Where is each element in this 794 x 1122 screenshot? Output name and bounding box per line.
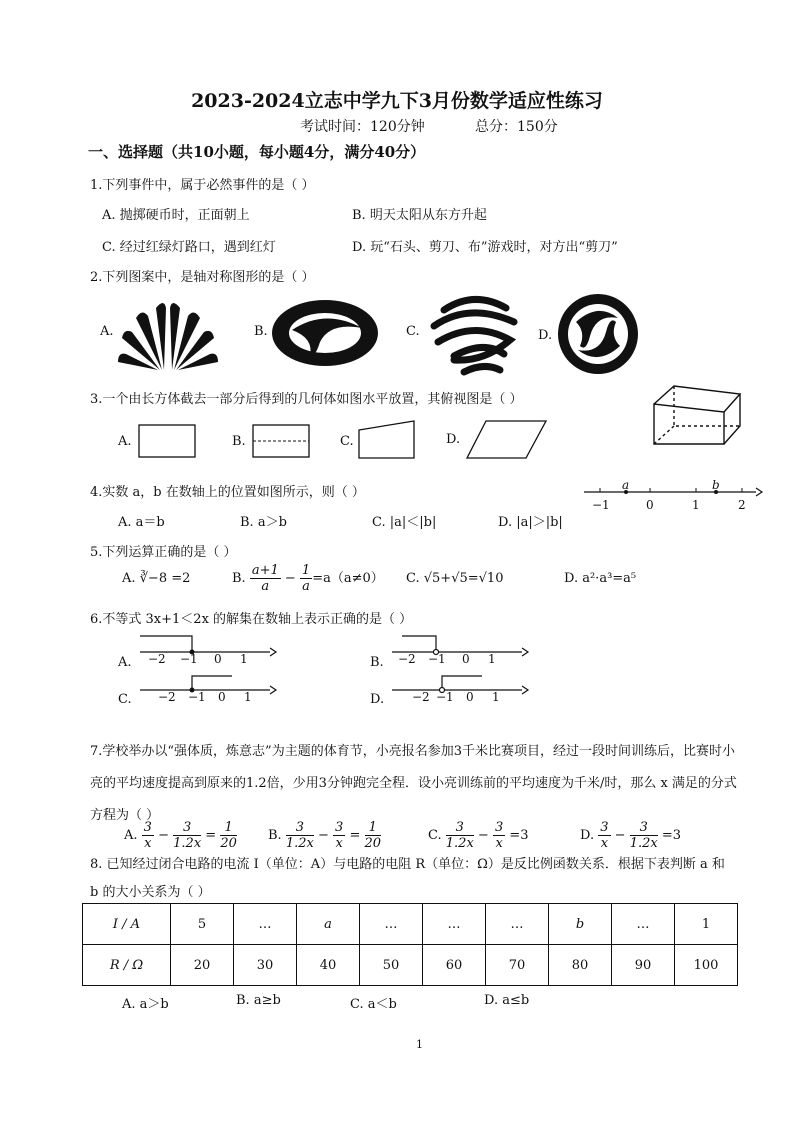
q7-d-n2: 3 xyxy=(630,820,658,836)
q4-tick-label-1: 1 xyxy=(692,498,700,512)
q7-c-n2: 3 xyxy=(494,820,504,835)
q6-option-a[interactable]: A. xyxy=(118,655,132,670)
q7-a-d3: 20 xyxy=(220,836,237,851)
q7-b-minus: − xyxy=(317,828,329,843)
q7-a-eq: = xyxy=(205,828,217,843)
q2-option-c[interactable]: C. xyxy=(406,324,420,339)
q3-option-c[interactable]: C. xyxy=(340,434,354,449)
q5-option-a[interactable]: A. ∛−8 =2 xyxy=(122,571,191,586)
q5-option-b-fraction2 xyxy=(300,563,312,594)
current-resistance-table xyxy=(82,903,738,986)
q8-option-c[interactable]: C. a＜b xyxy=(350,997,397,1012)
q2-option-b[interactable]: B. xyxy=(254,324,268,339)
china-mobile-logo-icon xyxy=(424,290,524,380)
q4-tick-label-0: 0 xyxy=(646,498,654,512)
q7-c-n1: 3 xyxy=(446,820,474,836)
q3-option-c-shape xyxy=(358,420,418,460)
q7-b-n2: 3 xyxy=(335,820,344,835)
q7-d-d2: 1.2x xyxy=(629,836,658,851)
q7-b-frac2 xyxy=(333,820,345,851)
q5-b-minus: − xyxy=(280,571,300,586)
q7-a-frac2 xyxy=(173,820,201,851)
q4-point-b-label: b xyxy=(712,478,720,492)
q7-line3: 方程为（ ） xyxy=(90,808,160,823)
q1-option-d[interactable]: D. 玩“石头、剪刀、布”游戏时，对方出“剪刀” xyxy=(352,240,618,255)
q3-option-b-shape xyxy=(252,424,312,460)
page-number: 1 xyxy=(416,1038,423,1051)
table-cell: … xyxy=(234,904,297,945)
q7-option-d[interactable] xyxy=(580,820,681,851)
q5-option-b-letter: B. xyxy=(232,571,246,586)
q7-a-n1: 3 xyxy=(143,820,152,835)
table-cell: … xyxy=(360,904,423,945)
table-cell: 100 xyxy=(675,945,738,986)
q6-b-tick-neg1: −1 xyxy=(428,652,446,666)
dongfeng-logo-icon xyxy=(556,292,640,376)
q6-c-tick-1: 1 xyxy=(244,690,252,704)
q3-option-a-shape xyxy=(138,424,198,460)
q5-b-suffix: =a（a≠0） xyxy=(312,571,384,586)
q5-b-denominator2: a xyxy=(302,579,310,594)
q7-b-eq: = xyxy=(349,828,361,843)
q6-option-c[interactable]: C. xyxy=(118,692,132,707)
q4-tick-label-2: 2 xyxy=(738,498,746,512)
q4-stem: 4.实数 a，b 在数轴上的位置如图所示，则（ ） xyxy=(90,485,365,500)
table-cell: 1 xyxy=(675,904,738,945)
q6-c-tick-neg2: −2 xyxy=(158,690,176,704)
table-cell: … xyxy=(612,904,675,945)
q7-d-frac1 xyxy=(598,820,610,851)
q6-b-tick-0: 0 xyxy=(462,652,470,666)
page-title: 2023-2024立志中学九下3月份数学适应性练习 xyxy=(191,90,603,112)
table-cell: 20 xyxy=(171,945,234,986)
q6-a-tick-0: 0 xyxy=(214,652,222,666)
q6-c-tick-0: 0 xyxy=(218,690,226,704)
table-cell: R / Ω xyxy=(83,945,171,986)
q7-a-letter: A. xyxy=(124,828,138,843)
table-cell: I / A xyxy=(83,904,171,945)
exam-time: 考试时间：120分钟 xyxy=(300,119,425,135)
q6-d-tick-0: 0 xyxy=(466,690,474,704)
q7-b-n1: 3 xyxy=(286,820,314,836)
q6-d-tick-1: 1 xyxy=(492,690,500,704)
q8-option-d[interactable]: D. a≤b xyxy=(484,993,530,1008)
q1-option-c[interactable]: C. 经过红绿灯路口，遇到红灯 xyxy=(102,240,276,255)
q5-stem: 5.下列运算正确的是（ ） xyxy=(90,545,237,560)
q7-c-d1: 1.2x xyxy=(445,836,474,851)
total-score: 总分：150分 xyxy=(475,119,558,135)
q7-c-frac1 xyxy=(446,820,474,851)
q7-a-frac3 xyxy=(220,820,237,851)
q7-option-c[interactable] xyxy=(428,820,529,851)
table-row xyxy=(83,945,738,986)
q6-option-d[interactable]: D. xyxy=(370,692,385,707)
q3-option-a[interactable]: A. xyxy=(118,434,132,449)
q5-option-c[interactable]: C. √5+√5=√10 xyxy=(406,571,504,586)
q5-b-denominator1: a xyxy=(261,579,270,594)
q3-option-b[interactable]: B. xyxy=(232,434,246,449)
q6-option-b[interactable]: B. xyxy=(370,655,384,670)
q5-b-numerator1: a+1 xyxy=(251,563,279,578)
q4-option-a[interactable]: A. a＝b xyxy=(118,515,165,530)
q7-c-letter: C. xyxy=(428,828,442,843)
q6-d-tick-neg1: −1 xyxy=(436,690,454,704)
q4-point-a-label: a xyxy=(622,478,630,492)
q6-b-tick-neg2: −2 xyxy=(398,652,416,666)
q7-a-n3: 1 xyxy=(220,820,237,836)
q7-c-minus: − xyxy=(477,828,489,843)
q7-a-frac1 xyxy=(142,820,154,851)
q3-option-d-shape xyxy=(466,420,550,460)
q7-line2: 亮的平均速度提高到原来的1.2倍，少用3分钟跑完全程．设小亮训练前的平均速度为千米/时，那么 x 满足的分式 xyxy=(90,776,737,791)
q7-c-frac2 xyxy=(493,820,505,851)
q6-a-tick-1: 1 xyxy=(240,652,248,666)
q7-d-eq3: =3 xyxy=(661,828,682,843)
q7-d-d1: x xyxy=(600,836,609,851)
q7-b-letter: B. xyxy=(268,828,282,843)
q8-option-a[interactable]: A. a＞b xyxy=(122,997,169,1012)
table-cell: b xyxy=(549,904,612,945)
q7-c-eq3: =3 xyxy=(509,828,529,843)
q4-tick-label-neg1: −1 xyxy=(592,498,610,512)
q7-b-frac1 xyxy=(286,820,314,851)
q7-a-d2: 1.2x xyxy=(173,836,202,851)
q7-line1: 7.学校举办以“强体质，炼意志”为主题的体育节，小亮报名参加3千米比赛项目，经过一段时间训练后，比赛时小 xyxy=(90,744,735,759)
oval-logo-icon xyxy=(270,298,380,368)
q1-stem: 1.下列事件中，属于必然事件的是（ ） xyxy=(90,178,315,193)
table-cell: 50 xyxy=(360,945,423,986)
table-cell: 30 xyxy=(234,945,297,986)
section-heading: 一、选择题（共10小题，每小题4分，满分40分） xyxy=(88,143,426,161)
q7-c-d2: x xyxy=(495,836,503,851)
q7-d-n1: 3 xyxy=(600,820,609,835)
q6-b-tick-1: 1 xyxy=(488,652,496,666)
q4-option-d[interactable]: D. |a|＞|b| xyxy=(498,515,563,530)
q7-option-b[interactable] xyxy=(268,820,381,851)
q8-line2: b 的大小关系为（ ） xyxy=(90,885,211,900)
table-cell: 90 xyxy=(612,945,675,986)
q7-b-frac3 xyxy=(365,820,382,851)
q6-c-tick-neg1: −1 xyxy=(188,690,206,704)
q6-a-tick-neg1: −1 xyxy=(180,652,198,666)
q3-stem: 3.一个由长方体截去一部分后得到的几何体如图水平放置，其俯视图是（ ） xyxy=(90,392,523,407)
q5-b-numerator2: 1 xyxy=(301,563,311,578)
q1-option-a[interactable]: A. 抛掷硬币时，正面朝上 xyxy=(102,208,250,223)
q4-option-c[interactable]: C. |a|＜|b| xyxy=(372,515,437,530)
q8-option-b[interactable]: B. a≥b xyxy=(236,993,281,1008)
table-row xyxy=(83,904,738,945)
q2-stem: 2.下列图案中，是轴对称图形的是（ ） xyxy=(90,270,315,285)
q5-option-d[interactable]: D. a²·a³=a⁵ xyxy=(564,571,637,586)
table-cell: 70 xyxy=(486,945,549,986)
q7-b-d1: 1.2x xyxy=(285,836,314,851)
q5-option-b[interactable] xyxy=(232,563,384,594)
table-cell: 40 xyxy=(297,945,360,986)
q4-number-line xyxy=(584,478,764,518)
q3-option-d[interactable]: D. xyxy=(446,432,461,447)
q6-a-tick-neg2: −2 xyxy=(148,652,166,666)
table-cell: … xyxy=(486,904,549,945)
q5-option-b-fraction1 xyxy=(250,563,281,594)
q7-a-minus: − xyxy=(158,828,169,843)
q7-b-n3: 1 xyxy=(365,820,382,836)
q6-stem: 6.不等式 3x+1＜2x 的解集在数轴上表示正确的是（ ） xyxy=(90,612,413,627)
table-cell: a xyxy=(297,904,360,945)
q8-line1: 8. 已知经过闭合电路的电流 I（单位：A）与电路的电阻 R（单位：Ω）是反比例函数关系．根据下表判断 a 和 xyxy=(90,857,725,872)
table-cell: 5 xyxy=(171,904,234,945)
q2-option-d[interactable]: D. xyxy=(538,328,553,343)
q7-d-minus: − xyxy=(614,828,626,843)
q7-option-a[interactable] xyxy=(124,820,237,851)
q7-b-d3: 20 xyxy=(364,836,382,851)
table-cell: 60 xyxy=(423,945,486,986)
q1-option-b[interactable]: B. 明天太阳从东方升起 xyxy=(352,208,487,223)
q2-option-a[interactable]: A. xyxy=(100,324,114,339)
q7-b-d2: x xyxy=(335,836,343,851)
q4-option-b[interactable]: B. a＞b xyxy=(240,515,287,530)
q7-a-d1: x xyxy=(144,836,152,851)
table-cell: … xyxy=(423,904,486,945)
q7-d-frac2 xyxy=(630,820,658,851)
q7-a-n2: 3 xyxy=(173,820,201,836)
table-cell: 80 xyxy=(549,945,612,986)
q6-d-tick-neg2: −2 xyxy=(412,690,430,704)
huawei-logo-icon xyxy=(118,294,218,374)
q7-d-letter: D. xyxy=(580,828,595,843)
cut-cuboid-figure xyxy=(652,384,744,448)
